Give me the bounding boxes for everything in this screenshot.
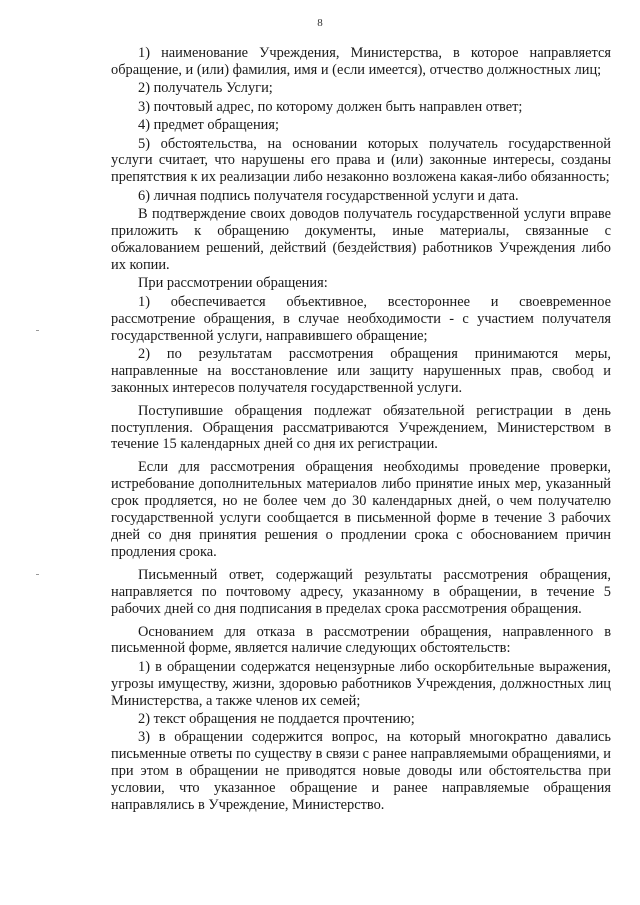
list-item-unreadable: 2) текст обращения не поддается прочтению; xyxy=(138,711,415,728)
paragraph-refusal-grounds: Основанием для отказа в рассмотрении обращения, направленного в письменной форме, является наличие следующих обстоятельств: xyxy=(111,623,611,657)
document-body xyxy=(111,45,611,814)
list-item-objective-review: 1) обеспечивается объективное, всестороннее и своевременное рассмотрение обращения, в случае необходимости - с участием получателя государственной услуги, направившего обращение; xyxy=(111,293,611,344)
paragraph-review-intro: При рассмотрении обращения: xyxy=(138,275,328,292)
scan-mark xyxy=(36,330,39,331)
paragraph-written-reply: Письменный ответ, содержащий результаты рассмотрения обращения, направляется по почтовому адресу, указанному в обращении, в течение 5 рабочих дней со дня подписания в пределах срока рассмотрения обращения. xyxy=(111,566,611,617)
list-item-signature: 6) личная подпись получателя государственной услуги и дата. xyxy=(138,187,519,204)
paragraph-registration: Поступившие обращения подлежат обязательной регистрации в день поступления. Обращения рассматриваются Учреждением, Министерством в течение 15 календарных дней со дня их регистрации. xyxy=(111,402,611,453)
paragraph-extension: Если для рассмотрения обращения необходимы проведение проверки, истребование дополнительных материалов либо принятие иных мер, указанный срок продляется, но не более чем до 30 календарных дней, о чем получателю государственной услуги сообщается в письменной форме в течение 3 рабочих дней со дня принятия решения о продлении срока с обоснованием причин продления срока. xyxy=(111,459,611,560)
list-item-circumstances: 5) обстоятельства, на основании которых получатель государственной услуги считает, что нарушены его права и (или) законные интересы, созданы препятствия к их реализации либо незаконно возложена какая-либо обязанность; xyxy=(111,135,611,186)
list-item-recipient-name: 1) наименование Учреждения, Министерства, в которое направляется обращение, и (или) фамилия, имя и (если имеется), отчество должностных лиц; xyxy=(111,45,611,78)
list-item-service-recipient: 2) получатель Услуги; xyxy=(138,80,273,97)
page-number: 8 xyxy=(317,17,323,29)
list-item-restoration-measures: 2) по результатам рассмотрения обращения принимаются меры, направленные на восстановление или защиту нарушенных прав, свобод и законных интересов получателя государственной услуги. xyxy=(111,345,611,396)
list-item-subject: 4) предмет обращения; xyxy=(138,117,279,134)
scan-mark xyxy=(36,574,39,575)
list-item-postal-address: 3) почтовый адрес, по которому должен быть направлен ответ; xyxy=(138,98,523,115)
list-item-offensive-content: 1) в обращении содержатся нецензурные либо оскорбительные выражения, угрозы имуществу, жизни, здоровью работников Учреждения, должностных лиц Министерства, а также членов их семей; xyxy=(111,658,611,709)
list-item-repeated-question: 3) в обращении содержится вопрос, на который многократно давались письменные ответы по существу в связи с ранее направляемыми обращениями, и при этом в обращении не приводятся новые доводы или обстоятельства при условии, что указанное обращение и ранее направляемые обращения направлялись в Учреждение, Министерство. xyxy=(111,729,611,814)
paragraph-supporting-documents: В подтверждение своих доводов получатель государственной услуги вправе приложить к обращению документы, иные материалы, связанные с обжалованием решений, действий (бездействия) работников Учреждения либо их копии. xyxy=(111,206,611,273)
